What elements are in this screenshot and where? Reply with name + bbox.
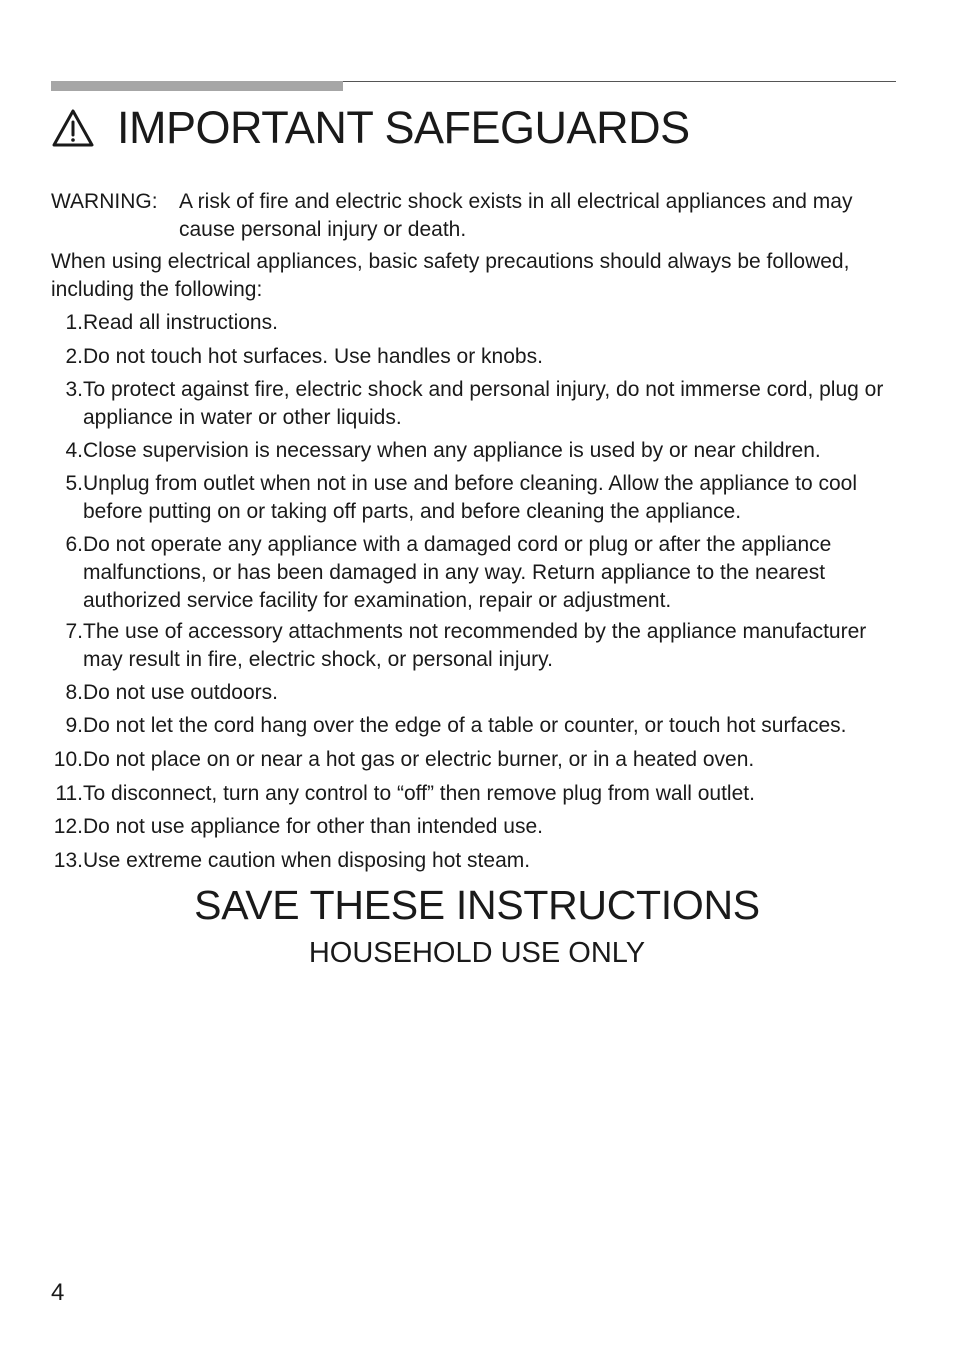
list-item xyxy=(51,813,896,841)
list-item-number: 5. xyxy=(65,472,83,495)
list-item-text: To protect against fire, electric shock and personal injury, do not immerse cord, plug or appliance in water or other liquids. xyxy=(83,378,884,429)
list-item-text: Read all instructions. xyxy=(83,311,278,334)
warning-text: A risk of fire and electric shock exists in all electrical appliances and may cause personal injury or death. xyxy=(179,190,853,241)
list-item-number: 7. xyxy=(65,620,83,643)
list-item-number: 9. xyxy=(65,714,83,737)
list-item xyxy=(51,376,896,432)
list-item-text: Do not use appliance for other than intended use. xyxy=(83,815,543,838)
page-number: 4 xyxy=(51,1279,65,1306)
list-item-text: Do not use outdoors. xyxy=(83,681,278,704)
page-title-text: IMPORTANT SAFEGUARDS xyxy=(117,102,690,153)
warning-label: WARNING: xyxy=(51,190,158,213)
list-item-number: 10. xyxy=(53,748,83,771)
list-item-number: 1. xyxy=(65,311,83,334)
list-item-text: The use of accessory attachments not recommended by the appliance manufacturer may result in fire, electric shock, or personal injury. xyxy=(83,620,867,671)
list-item-text: Do not operate any appliance with a damaged cord or plug or after the appliance malfunctions, or has been damaged in any way. Return appliance to the nearest authorized service facility for examination, repair or adjustment. xyxy=(83,533,832,612)
list-item xyxy=(51,531,896,615)
header-rule xyxy=(51,81,896,91)
list-item xyxy=(51,309,896,337)
list-item xyxy=(51,746,896,774)
list-item xyxy=(51,618,896,674)
list-item xyxy=(51,470,896,526)
list-item xyxy=(51,712,896,740)
list-item-text: Do not touch hot surfaces. Use handles or knobs. xyxy=(83,345,543,368)
list-item xyxy=(51,679,896,707)
list-item-text: To disconnect, turn any control to “off” then remove plug from wall outlet. xyxy=(83,782,755,805)
list-item-number: 11. xyxy=(55,782,83,805)
list-item-number: 4. xyxy=(65,439,83,462)
list-item-text: Do not let the cord hang over the edge of a table or counter, or touch hot surfaces. xyxy=(83,714,847,737)
save-instructions-heading: SAVE THESE INSTRUCTIONS xyxy=(194,882,760,928)
list-item-number: 6. xyxy=(65,533,83,556)
list-item-number: 3. xyxy=(65,378,83,401)
warning-triangle-icon xyxy=(51,108,95,148)
list-item-number: 2. xyxy=(65,345,83,368)
intro-paragraph: When using electrical appliances, basic safety precautions should always be followed, including the following: xyxy=(51,250,850,301)
list-item-number: 13. xyxy=(53,849,83,872)
list-item xyxy=(51,847,896,875)
list-item-text: Close supervision is necessary when any appliance is used by or near children. xyxy=(83,439,821,462)
list-item xyxy=(51,343,896,371)
header-rule-bar xyxy=(51,81,343,91)
list-item xyxy=(51,437,896,465)
list-item xyxy=(51,780,896,808)
page-title xyxy=(51,100,690,156)
list-item-number: 8. xyxy=(65,681,83,704)
warning-block xyxy=(51,188,896,244)
list-item-text: Use extreme caution when disposing hot steam. xyxy=(83,849,531,872)
household-use-heading: HOUSEHOLD USE ONLY xyxy=(308,937,646,969)
list-item-text: Do not place on or near a hot gas or electric burner, or in a heated oven. xyxy=(83,748,755,771)
list-item-number: 12. xyxy=(53,815,83,838)
list-item-text: Unplug from outlet when not in use and before cleaning. Allow the appliance to cool before putting on or taking off parts, and before cleaning the appliance. xyxy=(83,472,858,523)
